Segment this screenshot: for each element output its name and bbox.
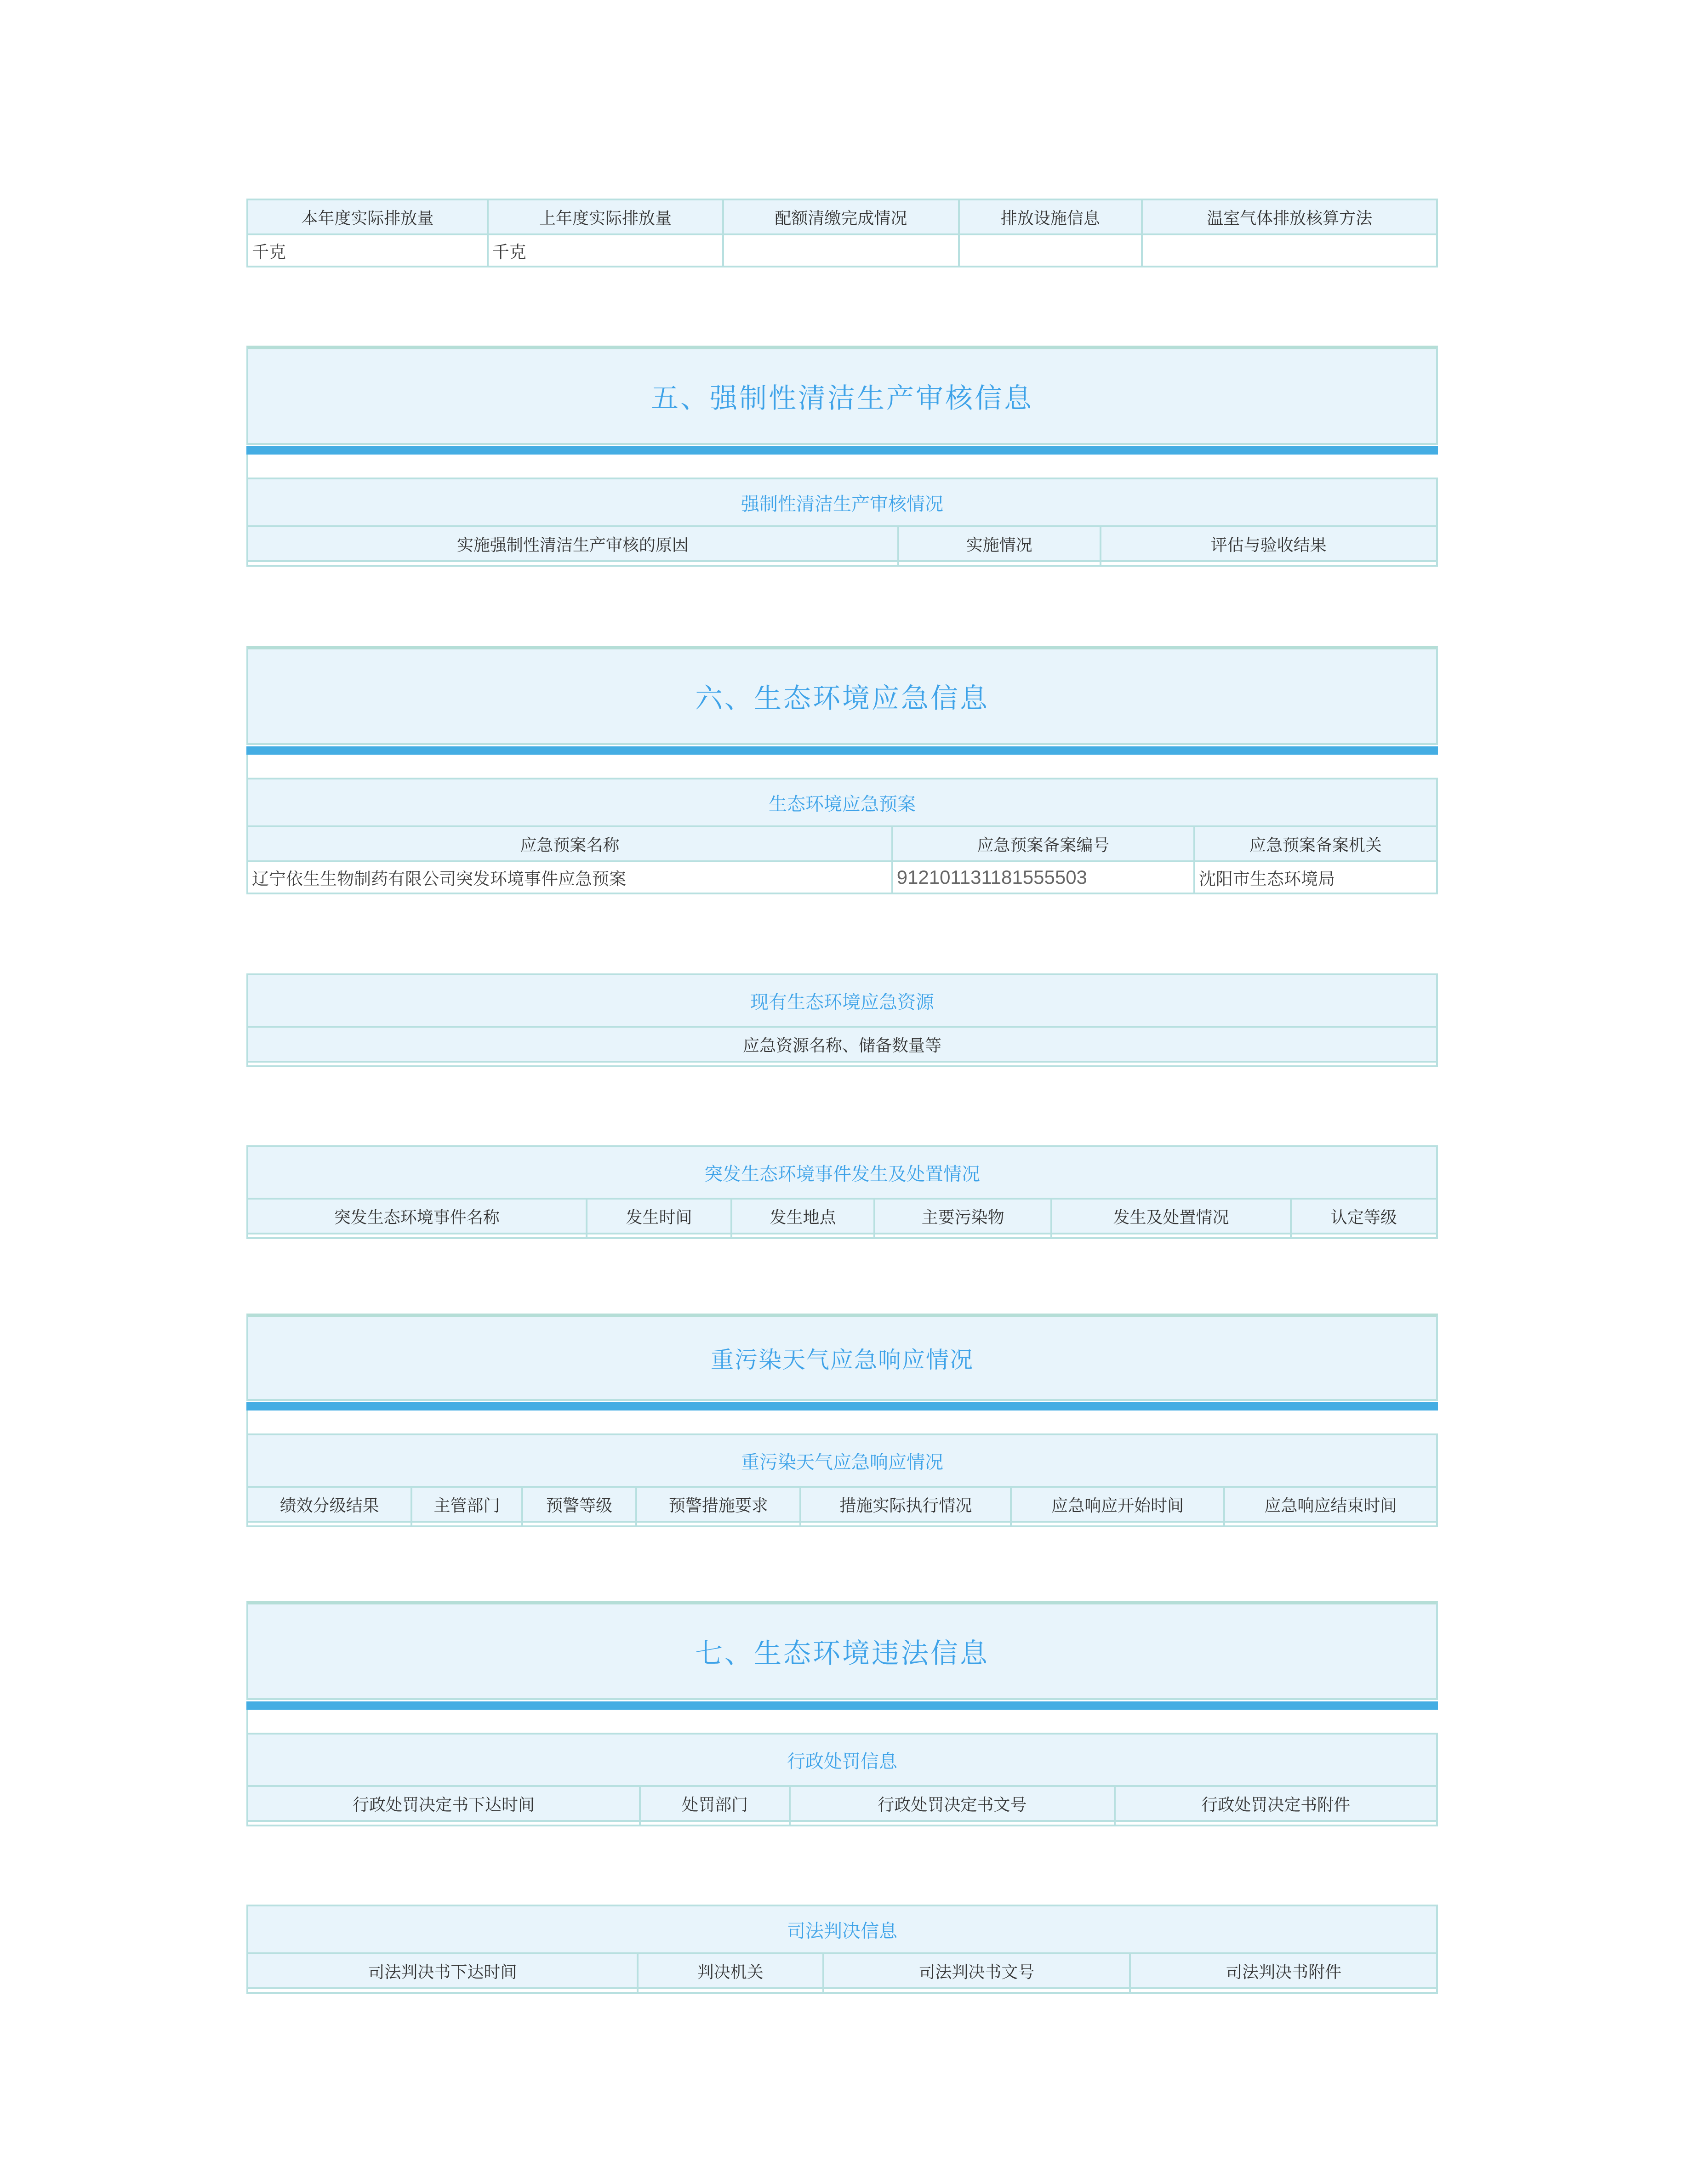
- section-divider-bar: [246, 446, 1438, 455]
- header-row: [247, 1786, 1437, 1821]
- column-header-resource-name-quantity: 应急资源名称、储备数量等: [247, 1027, 1437, 1062]
- left-border-tick: [246, 1410, 248, 1433]
- empty-data-row: [247, 1234, 1437, 1238]
- section-banner-violation: [246, 1601, 1438, 1700]
- cell-quota-settlement: [723, 234, 958, 267]
- emissions-data-row: [247, 234, 1437, 267]
- section-banner-heavy-pollution: [246, 1314, 1438, 1401]
- column-header-judgment-attachment: 司法判决书附件: [1130, 1953, 1437, 1988]
- table-title-cleaner-audit: 强制性清洁生产审核情况: [247, 478, 1437, 526]
- table-title-incident: 突发生态环境事件发生及处置情况: [247, 1146, 1437, 1199]
- header-row: [247, 1027, 1437, 1062]
- admin-penalty-table: [246, 1733, 1438, 1826]
- table-title-row: [247, 1434, 1437, 1487]
- section-divider-bar: [246, 1701, 1438, 1710]
- column-header-response-start: 应急响应开始时间: [1011, 1487, 1224, 1522]
- header-row: [247, 1953, 1437, 1988]
- cell-plan-name: 辽宁依生生物制药有限公司突发环境事件应急预案: [247, 861, 892, 893]
- table-title-row: [247, 1146, 1437, 1199]
- column-header-performance-grade: 绩效分级结果: [247, 1487, 411, 1522]
- column-header-main-pollutant: 主要污染物: [874, 1199, 1052, 1234]
- table-title-judicial: 司法判决信息: [247, 1905, 1437, 1953]
- column-header-handling: 发生及处置情况: [1051, 1199, 1290, 1234]
- table-title-emergency-plan: 生态环境应急预案: [247, 779, 1437, 826]
- left-border-tick: [246, 755, 248, 778]
- judicial-table: [246, 1905, 1438, 1994]
- table-title-emergency-resource: 现有生态环境应急资源: [247, 974, 1437, 1027]
- column-header-occur-place: 发生地点: [731, 1199, 874, 1234]
- table-title-row: [247, 1734, 1437, 1786]
- column-header-previous-year-emission: 上年度实际排放量: [488, 199, 723, 234]
- incident-table: [246, 1145, 1438, 1239]
- table-title-row: [247, 478, 1437, 526]
- column-header-grade: 认定等级: [1291, 1199, 1437, 1234]
- column-header-audit-reason: 实施强制性清洁生产审核的原因: [247, 526, 898, 561]
- cleaner-audit-table: [246, 478, 1438, 567]
- section-title-emergency: 六、生态环境应急信息: [695, 683, 989, 714]
- column-header-incident-name: 突发生态环境事件名称: [247, 1199, 587, 1234]
- empty-data-row: [247, 1821, 1437, 1826]
- table-title-heavy-pollution: 重污染天气应急响应情况: [247, 1434, 1437, 1487]
- column-header-warning-measures: 预警措施要求: [636, 1487, 800, 1522]
- column-header-response-end: 应急响应结束时间: [1224, 1487, 1437, 1522]
- emissions-table: [246, 199, 1438, 267]
- header-row: [247, 1199, 1437, 1234]
- column-header-occur-time: 发生时间: [587, 1199, 732, 1234]
- table-title-row: [247, 779, 1437, 826]
- emergency-plan-table: [246, 778, 1438, 894]
- column-header-warning-level: 预警等级: [522, 1487, 636, 1522]
- heavy-pollution-table: [246, 1433, 1438, 1527]
- cell-current-year-unit: 千克: [247, 234, 488, 267]
- table-title-admin-penalty: 行政处罚信息: [247, 1734, 1437, 1786]
- cell-filing-authority: 沈阳市生态环境局: [1194, 861, 1437, 893]
- column-header-judgment-issue-time: 司法判决书下达时间: [247, 1953, 638, 1988]
- column-header-implementation: 实施情况: [898, 526, 1101, 561]
- table-title-row: [247, 1905, 1437, 1953]
- empty-data-row: [247, 1522, 1437, 1526]
- left-border-tick: [246, 455, 248, 478]
- section-banner-emergency: [246, 646, 1438, 745]
- column-header-penalty-attachment: 行政处罚决定书附件: [1115, 1786, 1437, 1821]
- column-header-plan-filing-number: 应急预案备案编号: [892, 826, 1194, 861]
- column-header-authority: 主管部门: [411, 1487, 522, 1522]
- cell-previous-year-unit: 千克: [488, 234, 723, 267]
- column-header-ghg-method: 温室气体排放核算方法: [1142, 199, 1437, 234]
- section-divider-bar: [246, 1402, 1438, 1410]
- header-row: [247, 1487, 1437, 1522]
- cell-facility-info: [959, 234, 1142, 267]
- empty-data-row: [247, 1988, 1437, 1993]
- emissions-header-row: [247, 199, 1437, 234]
- column-header-assessment-result: 评估与验收结果: [1101, 526, 1437, 561]
- cell-plan-filing-number: 912101131181555503: [892, 861, 1194, 893]
- emergency-resource-table: [246, 973, 1438, 1067]
- section-divider-bar: [246, 746, 1438, 755]
- report-body: [246, 0, 1438, 1994]
- column-header-judgment-doc-number: 司法判决书文号: [823, 1953, 1130, 1988]
- column-header-plan-name: 应急预案名称: [247, 826, 892, 861]
- emergency-plan-data-row: [247, 861, 1437, 893]
- header-row: [247, 826, 1437, 861]
- column-header-penalty-department: 处罚部门: [640, 1786, 790, 1821]
- left-border-tick: [246, 1710, 248, 1733]
- empty-data-row: [247, 1062, 1437, 1066]
- column-header-measure-execution: 措施实际执行情况: [800, 1487, 1011, 1522]
- column-header-judgment-authority: 判决机关: [638, 1953, 823, 1988]
- column-header-penalty-issue-time: 行政处罚决定书下达时间: [247, 1786, 640, 1821]
- cell-ghg-method: [1142, 234, 1437, 267]
- section-title-violation: 七、生态环境违法信息: [695, 1638, 989, 1669]
- column-header-penalty-doc-number: 行政处罚决定书文号: [790, 1786, 1115, 1821]
- column-header-filing-authority: 应急预案备案机关: [1194, 826, 1437, 861]
- header-row: [247, 526, 1437, 561]
- column-header-current-year-emission: 本年度实际排放量: [247, 199, 488, 234]
- column-header-quota-settlement: 配额清缴完成情况: [723, 199, 958, 234]
- section-banner-cleaner-production: [246, 346, 1438, 445]
- section-title-heavy-pollution: 重污染天气应急响应情况: [711, 1347, 974, 1373]
- column-header-facility-info: 排放设施信息: [959, 199, 1142, 234]
- table-title-row: [247, 974, 1437, 1027]
- section-title-cleaner-production: 五、强制性清洁生产审核信息: [651, 383, 1033, 414]
- empty-data-row: [247, 561, 1437, 566]
